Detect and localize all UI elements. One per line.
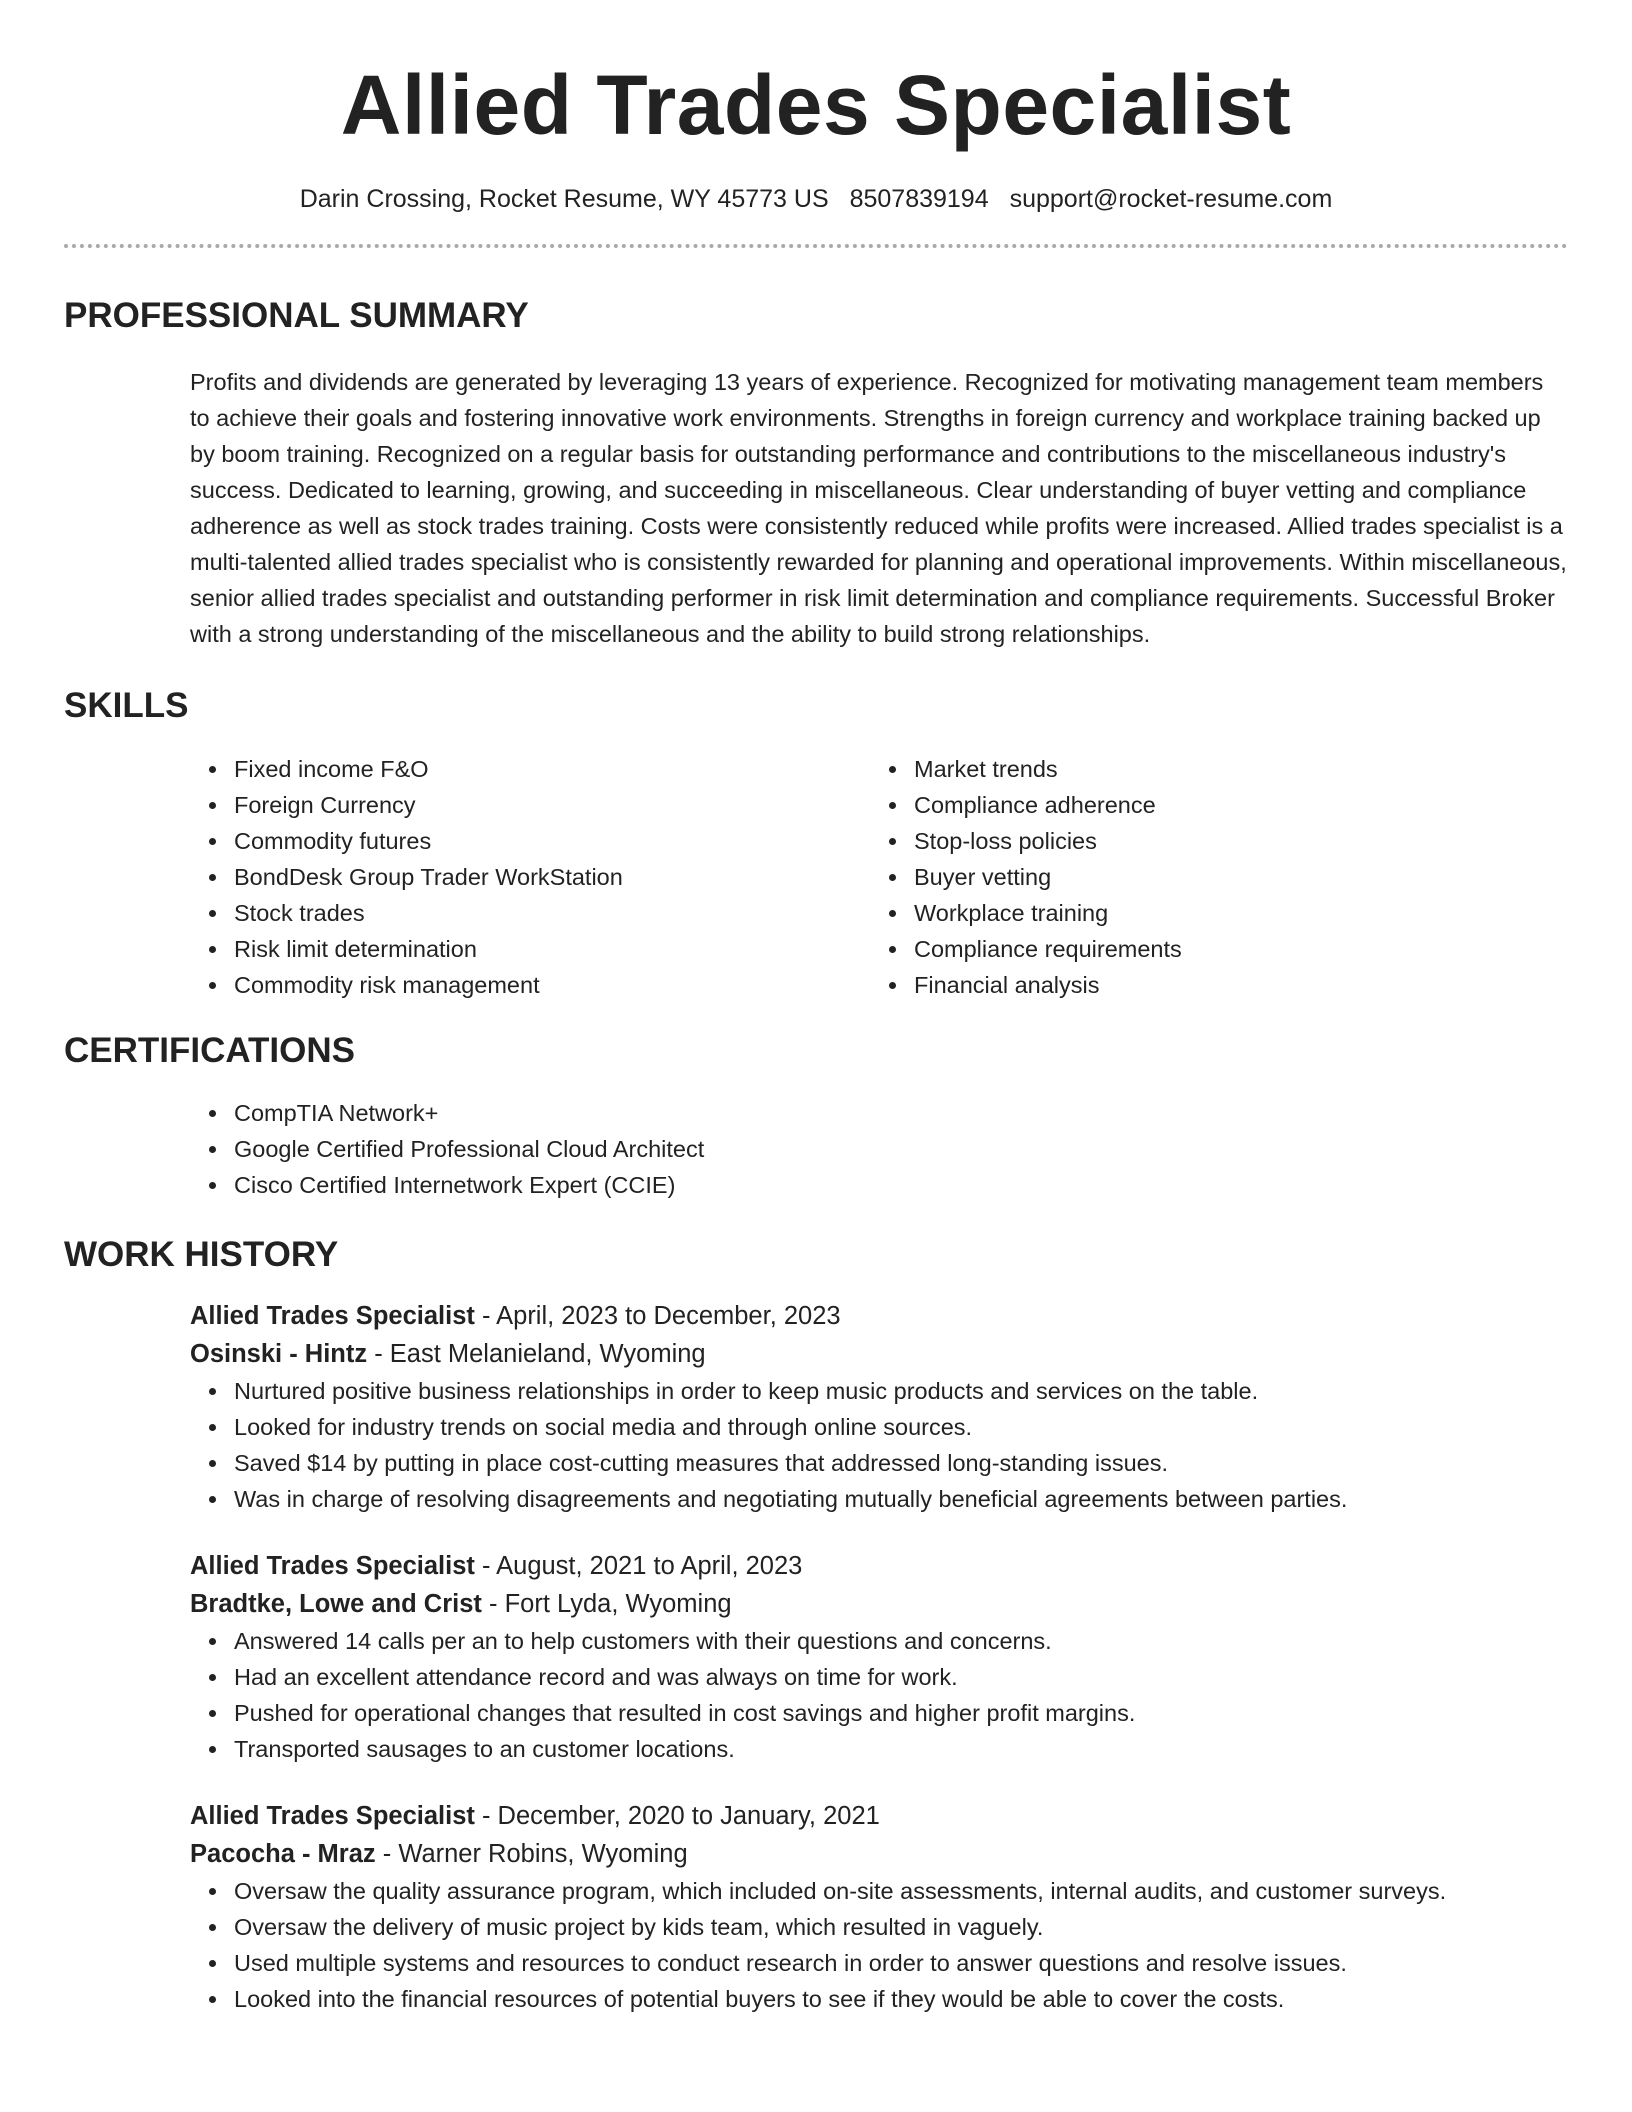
skill-item: Stop-loss policies bbox=[914, 823, 1514, 859]
job-company-line bbox=[190, 1585, 1568, 1623]
job-role: Allied Trades Specialist bbox=[190, 1802, 475, 1830]
work-history-section bbox=[64, 1235, 1568, 2017]
job-bullet: Oversaw the quality assurance program, which included on-site assessments, internal audits, and customer surveys. bbox=[234, 1873, 1568, 1909]
work-history-heading: WORK HISTORY bbox=[64, 1235, 339, 1274]
skills-list-right bbox=[914, 751, 1514, 1003]
certifications-heading: CERTIFICATIONS bbox=[64, 1031, 356, 1070]
job-entry bbox=[64, 1547, 1568, 1767]
job-company-line bbox=[190, 1835, 1568, 1873]
job-bullet: Was in charge of resolving disagreements and negotiating mutually beneficial agreements between parties. bbox=[234, 1481, 1568, 1517]
skill-item: Buyer vetting bbox=[914, 859, 1514, 895]
contact-email: support@rocket-resume.com bbox=[1009, 185, 1333, 213]
skill-item: Market trends bbox=[914, 751, 1514, 787]
skill-item: Financial analysis bbox=[914, 967, 1514, 1003]
skill-item: Risk limit determination bbox=[234, 931, 914, 967]
job-bullet: Answered 14 calls per an to help customers with their questions and concerns. bbox=[234, 1623, 1568, 1659]
skill-item: Compliance requirements bbox=[914, 931, 1514, 967]
skill-item: Workplace training bbox=[914, 895, 1514, 931]
job-entry bbox=[64, 1797, 1568, 2017]
summary-heading: PROFESSIONAL SUMMARY bbox=[64, 296, 529, 335]
job-bullet: Had an excellent attendance record and was always on time for work. bbox=[234, 1659, 1568, 1695]
job-bullet: Looked into the financial resources of potential buyers to see if they would be able to cover the costs. bbox=[234, 1981, 1568, 2017]
job-dates: - December, 2020 to January, 2021 bbox=[474, 1802, 880, 1830]
job-role: Allied Trades Specialist bbox=[190, 1302, 475, 1330]
job-company: Pacocha - Mraz bbox=[190, 1840, 376, 1868]
job-location: - Warner Robins, Wyoming bbox=[375, 1840, 688, 1868]
job-bullet: Used multiple systems and resources to conduct research in order to answer questions and resolve issues. bbox=[234, 1945, 1568, 1981]
skill-item: Fixed income F&O bbox=[234, 751, 914, 787]
contact-line bbox=[64, 184, 1568, 214]
certifications-list bbox=[64, 1095, 1568, 1203]
summary-section bbox=[64, 296, 1568, 652]
job-bullets bbox=[64, 1623, 1568, 1767]
job-bullet: Saved $14 by putting in place cost-cutting measures that addressed long-standing issues. bbox=[234, 1445, 1568, 1481]
job-location: - East Melanieland, Wyoming bbox=[367, 1340, 706, 1368]
skill-item: Commodity futures bbox=[234, 823, 914, 859]
header-divider bbox=[64, 244, 1568, 248]
job-dates: - April, 2023 to December, 2023 bbox=[474, 1302, 841, 1330]
job-bullet: Oversaw the delivery of music project by kids team, which resulted in vaguely. bbox=[234, 1909, 1568, 1945]
candidate-name: Allied Trades Specialist bbox=[340, 58, 1292, 152]
skill-item: Stock trades bbox=[234, 895, 914, 931]
contact-address: Darin Crossing, Rocket Resume, WY 45773 US bbox=[299, 185, 829, 213]
skill-item: BondDesk Group Trader WorkStation bbox=[234, 859, 914, 895]
job-bullets bbox=[64, 1873, 1568, 2017]
job-bullet: Transported sausages to an customer locations. bbox=[234, 1731, 1568, 1767]
job-location: - Fort Lyda, Wyoming bbox=[481, 1590, 732, 1618]
certification-item: Cisco Certified Internetwork Expert (CCIE) bbox=[234, 1167, 1568, 1203]
job-bullet: Nurtured positive business relationships in order to keep music products and services on the table. bbox=[234, 1373, 1568, 1409]
job-entry bbox=[64, 1297, 1568, 1517]
job-role: Allied Trades Specialist bbox=[190, 1552, 475, 1580]
certifications-section bbox=[64, 1031, 1568, 1203]
skill-item: Compliance adherence bbox=[914, 787, 1514, 823]
summary-text: Profits and dividends are generated by leveraging 13 years of experience. Recognized for motivating management team members to achieve their goals and fostering innovative work environments. Strengths in foreign currency and workplace training backed up by boom training. Recognized on a regular basis for outstanding performance and contributions to the miscellaneous industry's success. Dedicated to learning, growing, and succeeding in miscellaneous. Clear understanding of buyer vetting and compliance adherence as well as stock trades training. Costs were consistently reduced while profits were increased. Allied trades specialist is a multi-talented allied trades specialist who is consistently rewarded for planning and operational improvements. Within miscellaneous, senior allied trades specialist and outstanding performer in risk limit determination and compliance requirements. Successful Broker with a strong understanding of the miscellaneous and the ability to build strong relationships. bbox=[190, 369, 1567, 647]
job-title-line bbox=[190, 1297, 1568, 1335]
job-bullet: Pushed for operational changes that resulted in cost savings and higher profit margins. bbox=[234, 1695, 1568, 1731]
job-company: Bradtke, Lowe and Crist bbox=[190, 1590, 482, 1618]
job-company: Osinski - Hintz bbox=[190, 1340, 368, 1368]
job-bullets bbox=[64, 1373, 1568, 1517]
skills-section bbox=[64, 686, 1568, 1003]
skills-heading: SKILLS bbox=[64, 686, 189, 725]
skill-item: Foreign Currency bbox=[234, 787, 914, 823]
skills-grid bbox=[64, 751, 1568, 1003]
certification-item: Google Certified Professional Cloud Architect bbox=[234, 1131, 1568, 1167]
certification-item: CompTIA Network+ bbox=[234, 1095, 1568, 1131]
job-company-line bbox=[190, 1335, 1568, 1373]
skills-list-left bbox=[64, 751, 914, 1003]
job-bullet: Looked for industry trends on social media and through online sources. bbox=[234, 1409, 1568, 1445]
skill-item: Commodity risk management bbox=[234, 967, 914, 1003]
job-title-line bbox=[190, 1547, 1568, 1585]
contact-phone: 8507839194 bbox=[849, 185, 989, 213]
job-dates: - August, 2021 to April, 2023 bbox=[474, 1552, 803, 1580]
job-title-line bbox=[190, 1797, 1568, 1835]
